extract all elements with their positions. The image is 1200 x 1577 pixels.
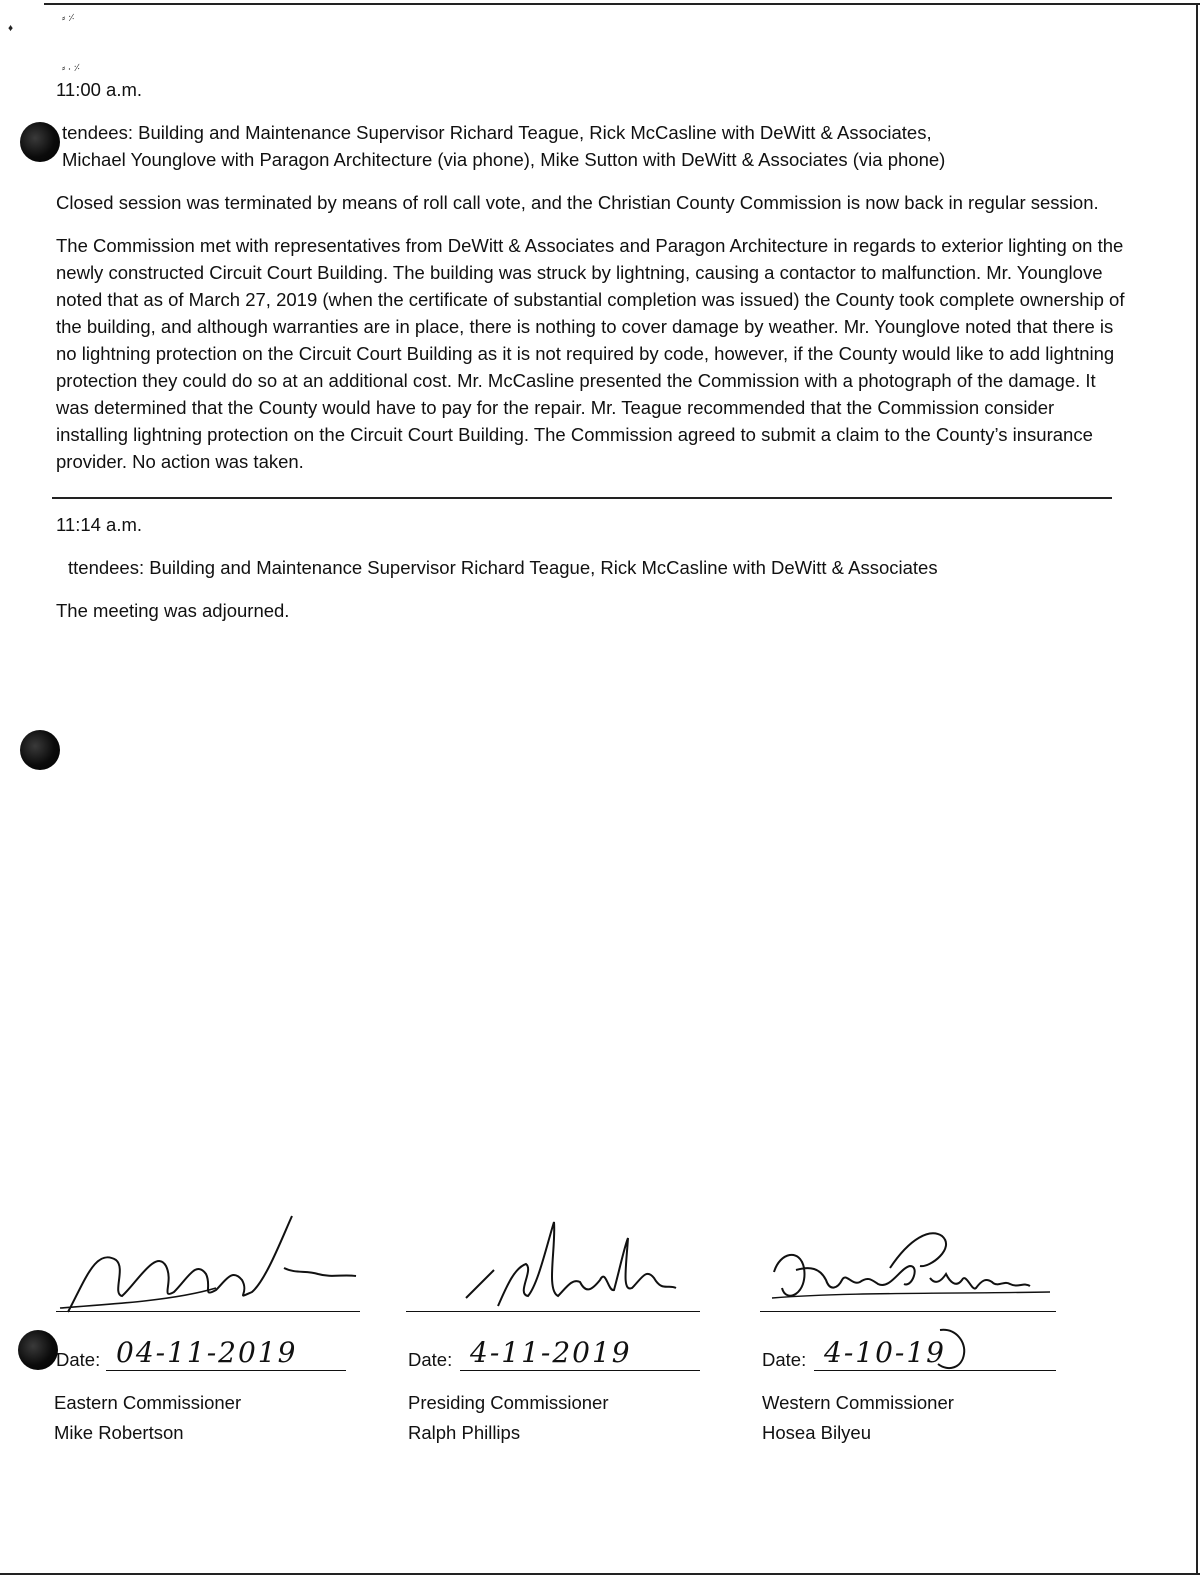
date-value: 4-11-2019 <box>470 1336 632 1369</box>
signature-line <box>760 1311 1056 1312</box>
commissioner-title: Eastern Commissioner <box>54 1392 242 1413</box>
date-row-eastern <box>56 1346 100 1373</box>
signature-line <box>56 1311 360 1312</box>
commissioner-title: Western Commissioner <box>762 1392 954 1413</box>
attendees-list <box>62 119 1126 173</box>
page-right-border <box>1196 3 1198 1575</box>
commissioner-title: Presiding Commissioner <box>408 1392 609 1413</box>
signature-presiding-image <box>406 1208 700 1318</box>
hole-punch-icon <box>18 1330 58 1370</box>
hole-punch-icon <box>20 122 60 162</box>
signature-western-image <box>760 1208 1056 1318</box>
commissioner-name: Hosea Bilyeu <box>762 1422 872 1443</box>
date-field-presiding <box>460 1336 700 1371</box>
date-value: 04-11-2019 <box>116 1336 298 1369</box>
date-field-eastern <box>106 1336 346 1371</box>
signature-line <box>406 1311 700 1312</box>
commissioner-caption-presiding <box>408 1388 608 1448</box>
date-row-presiding <box>408 1346 452 1373</box>
attendees-list: ttendees: Building and Maintenance Supervisor Richard Teague, Rick McCasline with DeWitt & Associates <box>68 557 938 578</box>
page-bottom-border <box>0 1573 1200 1575</box>
scan-speck: ⸗ ⸓ <box>62 13 75 24</box>
session-time: 11:00 a.m. <box>56 79 143 100</box>
signature-eastern <box>56 1212 360 1312</box>
attendees-line-2: Michael Younglove with Paragon Architecture (via phone), Mike Sutton with DeWitt & Associates (via phone) <box>62 149 946 170</box>
commissioner-name: Ralph Phillips <box>408 1422 521 1443</box>
session-time: 11:14 a.m. <box>56 514 143 535</box>
hole-punch-icon <box>20 730 60 770</box>
date-row-western <box>762 1346 806 1373</box>
date-label: Date: <box>408 1349 453 1370</box>
commissioner-name: Mike Robertson <box>54 1422 184 1443</box>
date-label: Date: <box>762 1349 807 1370</box>
adjournment-paragraph: The meeting was adjourned. <box>56 600 290 621</box>
discussion-paragraph: The Commission met with representatives from DeWitt & Associates and Paragon Architecture in regards to exterior lighting on the newly constructed Circuit Court Building. The building was struck by lightning, causing a contactor to malfunction. Mr. Younglove noted that as of March 27, 2019 (when the certificate of substantial completion was issued) the County took complete ownership of the building, and although warranties are in place, there is nothing to cover damage by weather. Mr. Younglove noted that there is no lightning protection on the Circuit Court Building as it is not required by code, however, if the County would like to add lightning protection they could do so at an additional cost. Mr. McCasline presented the Commission with a photograph of the damage. It was determined that the County would have to pay for the repair. Mr. Teague recommended that the Commission consider installing lightning protection on the Circuit Court Building. The Commission agreed to submit a claim to the County’s insurance provider. No action was taken. <box>56 235 1125 472</box>
commissioner-caption-eastern <box>54 1388 241 1448</box>
signature-western <box>760 1212 1056 1312</box>
section-divider <box>52 497 1112 499</box>
commissioner-caption-western <box>762 1388 954 1448</box>
date-label: Date: <box>56 1349 101 1370</box>
attendees-line-1: tendees: Building and Maintenance Supervisor Richard Teague, Rick McCasline with DeWitt & Associates, <box>62 122 932 143</box>
signature-eastern-image <box>56 1208 360 1318</box>
minutes-body <box>56 76 1126 640</box>
closed-session-paragraph: Closed session was terminated by means of roll call vote, and the Christian County Commission is now back in regular session. <box>56 192 1099 213</box>
date-value: 4-10-19 <box>824 1336 946 1369</box>
signature-presiding <box>406 1212 700 1312</box>
signature-flourish <box>926 1324 970 1374</box>
scan-speck: ⸗ ⸳ ⸓ <box>62 63 81 74</box>
page-top-border <box>44 3 1200 5</box>
scan-speck: ♦ <box>8 23 14 34</box>
